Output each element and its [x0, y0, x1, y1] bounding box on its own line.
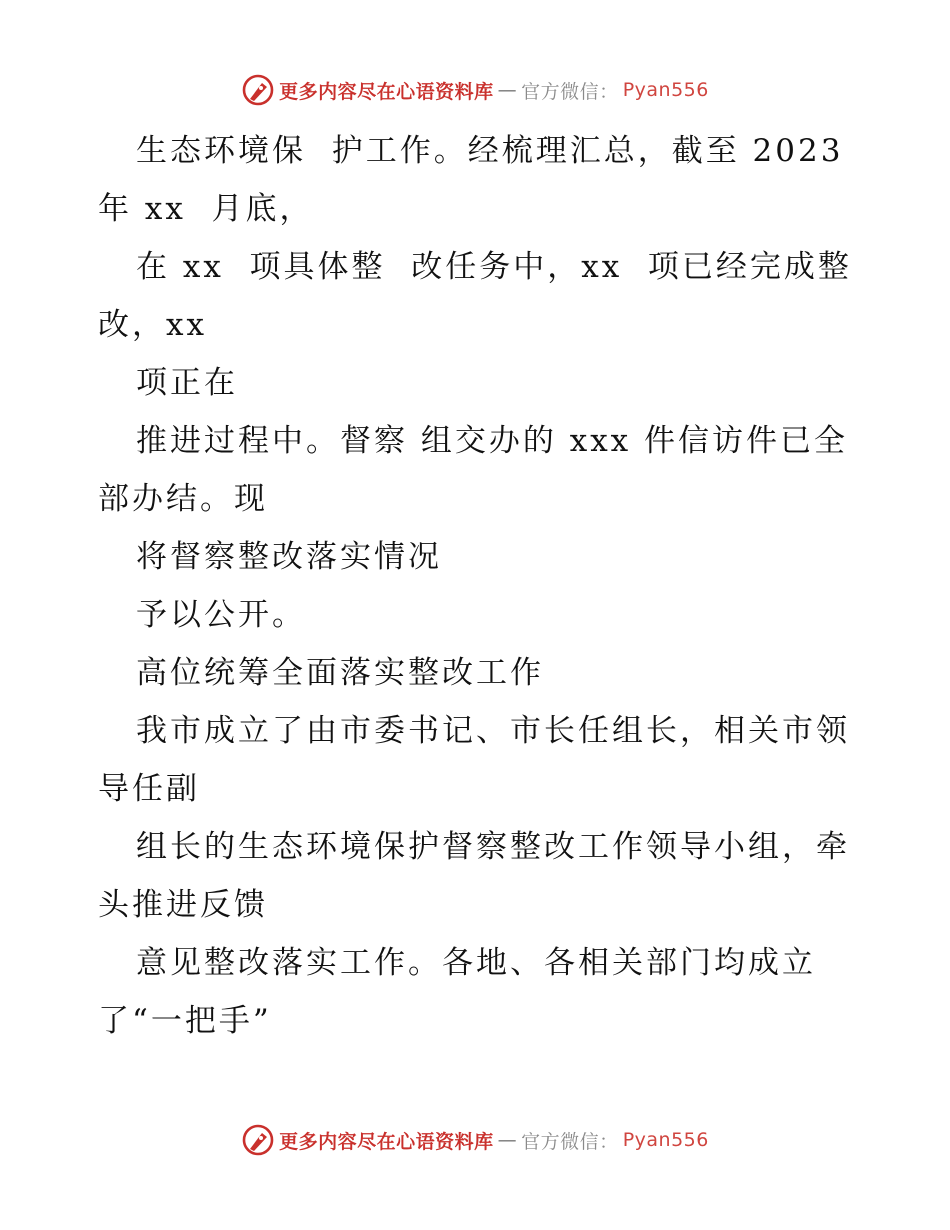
- pen-nib-circle-icon: [241, 1123, 275, 1157]
- document-line: 推进过程中。督察 组交办的 xxx 件信访件已全: [136, 423, 849, 459]
- document-line: 年 xx 月底，: [98, 191, 314, 227]
- document-line: 我市成立了由市委书记、市长任组长，相关市领: [136, 713, 850, 749]
- pen-nib-circle-icon: [241, 73, 275, 107]
- document-line: 了“一把手”: [98, 1003, 272, 1039]
- document-line: 组长的生态环境保护督察整改工作领导小组，牵: [136, 829, 850, 865]
- watermark-wechat-id: Pyan556: [622, 1129, 709, 1151]
- watermark-group: [241, 73, 709, 107]
- document-line: 改，xx: [98, 307, 207, 343]
- document-line: 项正在: [136, 365, 238, 401]
- watermark-dash: —: [497, 1129, 518, 1151]
- watermark-group: [241, 1123, 709, 1157]
- document-line: 高位统筹全面落实整改工作: [136, 655, 544, 691]
- document-body: [98, 122, 858, 1050]
- document-line: 在 xx 项具体整 改任务中，xx 项已经完成整: [136, 249, 852, 285]
- document-line: 生态环境保 护工作。经梳理汇总，截至 2023: [136, 133, 844, 169]
- watermark-wechat-label: 官方微信：: [521, 1130, 619, 1153]
- watermark-dash: —: [497, 79, 518, 101]
- document-line: 导任副: [98, 771, 200, 807]
- document-line: 头推进反馈: [98, 887, 268, 923]
- document-line: 将督察整改落实情况: [136, 539, 442, 575]
- document-line: 意见整改落实工作。各地、各相关部门均成立: [136, 945, 816, 981]
- watermark-brand: 更多内容尽在心语资料库: [279, 1130, 494, 1153]
- watermark-brand: 更多内容尽在心语资料库: [279, 80, 494, 103]
- document-line: 予以公开。: [136, 597, 306, 633]
- watermark-wechat-id: Pyan556: [622, 79, 709, 101]
- watermark-wechat-label: 官方微信：: [521, 80, 619, 103]
- document-line: 部办结。现: [98, 481, 268, 517]
- header-watermark: [0, 70, 950, 110]
- footer-watermark: [0, 1120, 950, 1160]
